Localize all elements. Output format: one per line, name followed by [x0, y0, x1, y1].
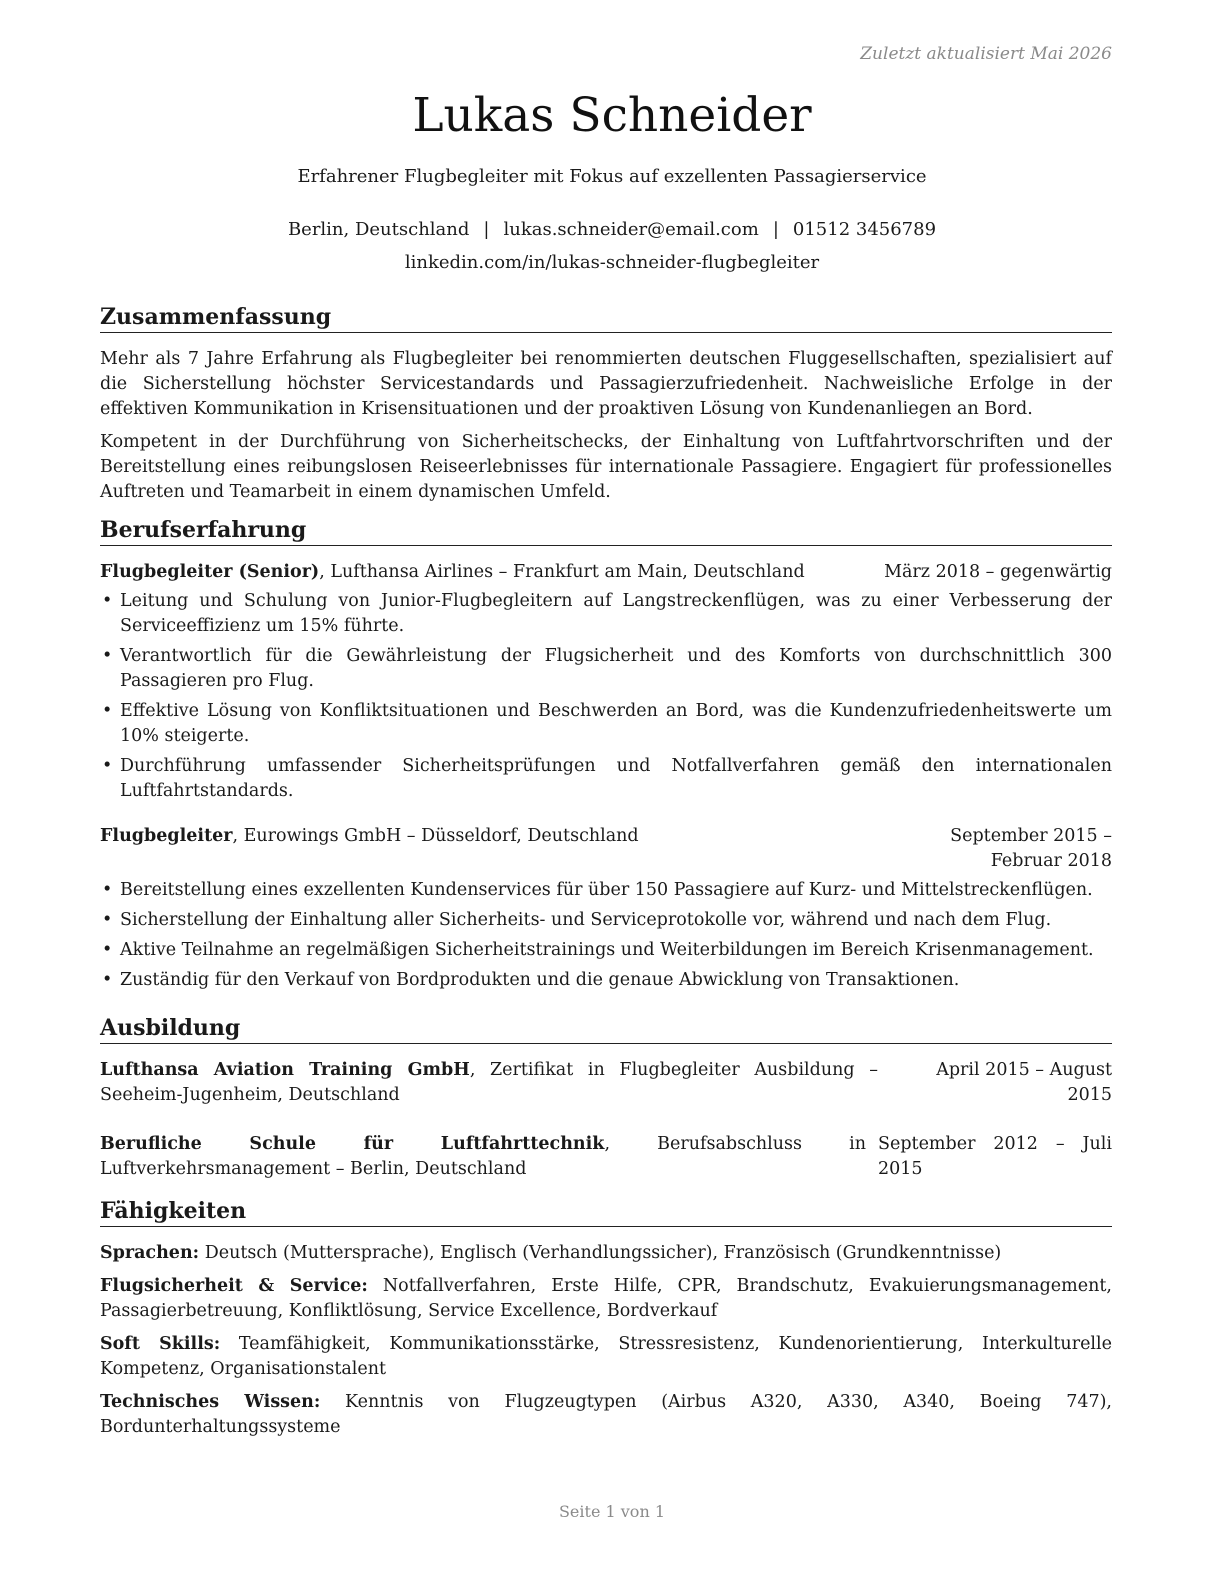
bullet-item: • Verantwortlich für die Gewährleistung der Flugsicherheit und des Komforts von durchschnittlich 300 Passagieren pro Flug. [100, 644, 1112, 694]
job-header [100, 560, 1112, 585]
skill-text: Deutsch (Muttersprache), Englisch (Verhandlungssicher), Französisch (Grundkenntnisse) [199, 1243, 1002, 1263]
job-bullets [100, 589, 1112, 804]
job-entry [100, 560, 1112, 804]
skill-label: Flugsicherheit & Service: [100, 1276, 368, 1296]
skill-text: Kenntnis von Flugzeugtypen (Airbus A320, A330, A340, Boeing 747), Bordunterhaltungssysteme [100, 1392, 1112, 1437]
skill-label: Soft Skills: [100, 1334, 221, 1354]
bullet-item: • Zuständig für den Verkauf von Bordprodukten und die genaue Abwicklung von Transaktionen. [100, 968, 1112, 993]
school-detail: , Berufsabschluss in Luftverkehrsmanagement – Berlin, Deutschland [100, 1134, 867, 1179]
linkedin-link[interactable]: linkedin.com/in/lukas-schneider-flugbegleiter [404, 252, 820, 273]
school-name: Lufthansa Aviation Training GmbH [100, 1060, 470, 1080]
section-title-skills: Fähigkeiten [100, 1196, 1112, 1227]
last-updated: Zuletzt aktualisiert Mai 2026 [860, 44, 1112, 64]
bullet-item: • Sicherstellung der Einhaltung aller Sicherheits- und Serviceprotokolle vor, während und nach dem Flug. [100, 908, 1112, 933]
job-role: Flugbegleiter [100, 826, 233, 846]
school-name: Berufliche Schule für Luftfahrttechnik [100, 1134, 605, 1154]
bullet-item: • Leitung und Schulung von Junior-Flugbegleitern auf Langstreckenflügen, was zu einer Verbesserung der Serviceeffizienz um 15% führte. [100, 589, 1112, 639]
summary-paragraph: Mehr als 7 Jahre Erfahrung als Flugbegleiter bei renommierten deutschen Fluggesellschaften, spezialisiert auf die Sicherstellung höchster Servicestandards und Passagierzufriedenheit. Nachweisliche Erfolge in der effektiven Kommunikation in Krisensituationen und der proaktiven Lösung von Kundenanliegen an Bord. [100, 349, 1112, 419]
skill-line [100, 1274, 1112, 1324]
separator: | [483, 219, 490, 240]
education-entry [100, 1058, 1112, 1108]
bullet-item: • Effektive Lösung von Konfliktsituationen und Beschwerden an Bord, was die Kundenzufriedenheitswerte um 10% steigerte. [100, 699, 1112, 749]
email-link[interactable]: lukas.schneider@email.com [503, 219, 759, 240]
summary-section [100, 302, 1112, 505]
location: Berlin, Deutschland [287, 219, 470, 240]
separator: | [772, 219, 779, 240]
phone-number: 01512 3456789 [792, 219, 937, 240]
candidate-name: Lukas Schneider [412, 88, 812, 143]
skills-section [100, 1196, 1112, 1440]
education-section [100, 1013, 1112, 1182]
job-company: , Eurowings GmbH – Düsseldorf, Deutschland [232, 826, 639, 846]
page-number: Seite 1 von 1 [558, 1502, 666, 1521]
section-title-experience: Berufserfahrung [100, 515, 1112, 546]
experience-section [100, 515, 1112, 993]
contact-line [0, 219, 1224, 240]
job-role: Flugbegleiter (Senior) [100, 562, 320, 582]
section-title-education: Ausbildung [100, 1013, 1112, 1044]
job-company: , Lufthansa Airlines – Frankfurt am Main, Deutschland [319, 562, 805, 582]
summary-paragraph: Kompetent in der Durchführung von Sicherheitschecks, der Einhaltung von Luftfahrtvorschriften und der Bereitstellung eines reibungslosen Reiseerlebnisses für internationale Passagiere. Engagiert für professionelles Auftreten und Teamarbeit in einem dynamischen Umfeld. [100, 432, 1112, 502]
section-title-summary: Zusammenfassung [100, 302, 1112, 333]
job-dates: September 2015 – Februar 2018 [950, 826, 1112, 871]
job-header [100, 824, 1112, 874]
education-dates: September 2012 – Juli 2015 [878, 1134, 1112, 1179]
skill-text: Notfallverfahren, Erste Hilfe, CPR, Brandschutz, Evakuierungsmanagement, Passagierbetreuung, Konfliktlösung, Service Excellence, Bordverkauf [100, 1276, 1112, 1321]
job-dates: März 2018 – gegenwärtig [884, 562, 1112, 582]
skill-line [100, 1332, 1112, 1382]
bullet-item: • Bereitstellung eines exzellenten Kundenservices für über 150 Passagiere auf Kurz- und Mittelstreckenflügen. [100, 878, 1112, 903]
education-dates: April 2015 – August 2015 [936, 1060, 1112, 1105]
resume-content [100, 302, 1112, 1450]
skill-line [100, 1241, 1112, 1266]
job-entry [100, 824, 1112, 993]
skill-text: Teamfähigkeit, Kommunikationsstärke, Stressresistenz, Kundenorientierung, Interkulturelle Kompetenz, Organisationstalent [100, 1334, 1112, 1379]
bullet-item: • Aktive Teilnahme an regelmäßigen Sicherheitstrainings und Weiterbildungen im Bereich Krisenmanagement. [100, 938, 1112, 963]
school-detail: , Zertifikat in Flugbegleiter Ausbildung – Seeheim-Jugenheim, Deutschland [100, 1060, 878, 1105]
skill-line [100, 1390, 1112, 1440]
job-bullets [100, 878, 1112, 993]
skill-label: Sprachen: [100, 1243, 200, 1263]
skill-label: Technisches Wissen: [100, 1392, 321, 1412]
tagline: Erfahrener Flugbegleiter mit Fokus auf exzellenten Passagierservice [297, 166, 927, 187]
education-entry [100, 1132, 1112, 1182]
bullet-item: • Durchführung umfassender Sicherheitsprüfungen und Notfallverfahren gemäß den internationalen Luftfahrtstandards. [100, 754, 1112, 804]
